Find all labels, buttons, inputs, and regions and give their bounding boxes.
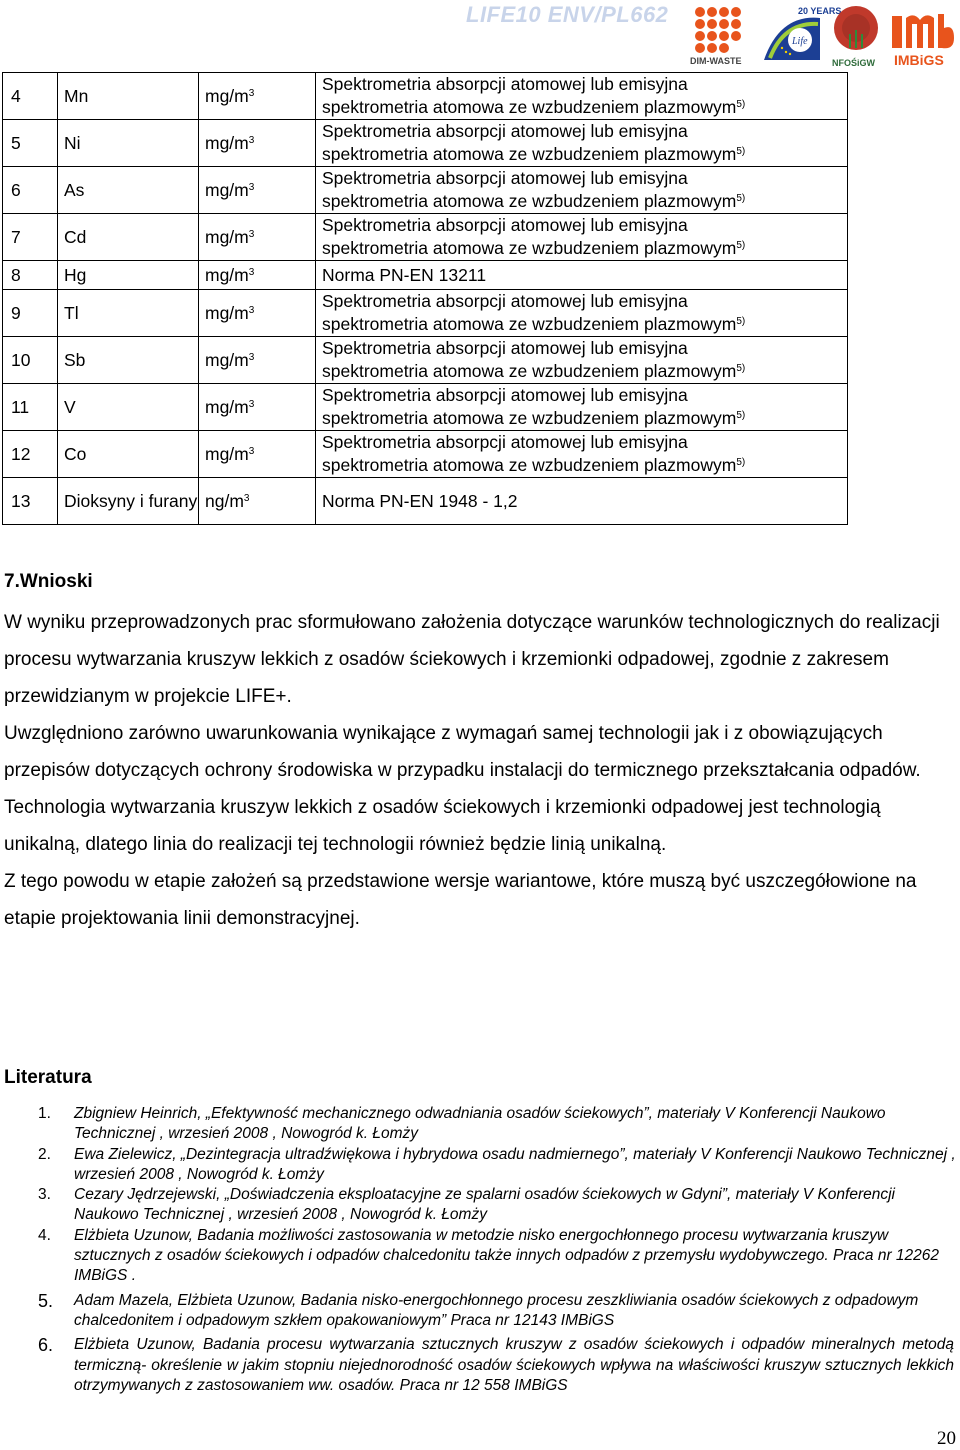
method: Spektrometria absorpcji atomowej lub emisyjna spektrometria atomowa ze wzbudzeniem plazmowym$^{5)}$ (316, 384, 848, 431)
unit: $ng/m^3$ (199, 478, 316, 525)
table-row (3, 120, 848, 167)
unit: $mg/m^3$ (199, 167, 316, 214)
table-row (3, 337, 848, 384)
row-number: 5 (3, 120, 58, 167)
dim-waste-logo (690, 4, 744, 60)
element-name: Ni (58, 120, 199, 167)
imbigs-logo (890, 10, 956, 52)
method: Spektrometria absorpcji atomowej lub emisyjna spektrometria atomowa ze wzbudzeniem plazmowym$^{5)}$ (316, 431, 848, 478)
literature-heading: Literatura (4, 1067, 92, 1088)
method: Spektrometria absorpcji atomowej lub emisyjna spektrometria atomowa ze wzbudzeniem plazmowym$^{5)}$ (316, 337, 848, 384)
reference-number: 2. (38, 1145, 51, 1163)
table-row (3, 431, 848, 478)
reference-text: Elżbieta Uzunow, Badania możliwości zastosowania w metodzie nisko energochłonnego procesu wytwarzania kruszyw sztucznych z osadów ściekowych i odpadów chalcedonitu także innych odpadów z przemysłu wydobywczego. Praca nr 12262 IMBiGS . (74, 1226, 940, 1285)
method: Spektrometria absorpcji atomowej lub emisyjna spektrometria atomowa ze wzbudzeniem plazmowym$^{5)}$ (316, 214, 848, 261)
reference-text: Elżbieta Uzunow, Badania procesu wytwarzania sztucznych kruszyw z osadów ściekowych i odpadów mineralnych metodą termiczną- określenie w jakim stopniu niejednorodność osadów ściekowych wpływa na właściwości kruszyw sztucznych lekkich otrzymywanych z zastosowaniem ww. osadów. Praca nr 12 558 IMBiGS (74, 1336, 954, 1394)
row-number: 8 (3, 261, 58, 290)
method: Spektrometria absorpcji atomowej lub emisyjna spektrometria atomowa ze wzbudzeniem plazmowym$^{5)}$ (316, 290, 848, 337)
unit: $mg/m^3$ (199, 431, 316, 478)
element-name: Co (58, 431, 199, 478)
conclusions-heading: 7.Wnioski (4, 571, 93, 592)
reference-item (0, 1335, 958, 1396)
unit: $mg/m^3$ (199, 384, 316, 431)
reference-text: Adam Mazela, Elżbieta Uzunow, Badania nisko-energochłonnego procesu zeszkliwiania osadów ściekowych z odpadowym chalcedonitem i odpadowym szkłem opakowaniowym” Praca nr 12143 IMBiGS (74, 1291, 919, 1329)
paragraph: Uwzględniono zarówno uwarunkowania wynikające z wymagań samej technologii jak i z obowiązujących przepisów dotyczących ochrony środowiska w przypadku instalacji do termicznego przekształcania odpadów. (4, 723, 921, 781)
method: Norma PN-EN 13211 (316, 261, 848, 290)
element-name: Tl (58, 290, 199, 337)
method: Spektrometria absorpcji atomowej lub emisyjna spektrometria atomowa ze wzbudzeniem plazmowym$^{5)}$ (316, 167, 848, 214)
row-number: 6 (3, 167, 58, 214)
row-number: 11 (3, 384, 58, 431)
svg-text:Life: Life (792, 36, 808, 47)
parameters-table (2, 72, 848, 525)
nfosigw-logo (832, 4, 880, 60)
element-name: Mn (58, 73, 199, 120)
reference-number: 5. (38, 1290, 54, 1311)
paragraph: Technologia wytwarzania kruszyw lekkich z osadów ściekowych i krzemionki odpadowej jest technologią unikalną, dlatego linia do realizacji tej technologii również będzie linią unikalną. (4, 797, 881, 855)
table-row (3, 478, 848, 525)
nfosigw-caption: NFOŚiGW (832, 58, 875, 68)
table-row (3, 73, 848, 120)
unit: $mg/m^3$ (199, 214, 316, 261)
method: Spektrometria absorpcji atomowej lub emisyjna spektrometria atomowa ze wzbudzeniem plazmowym$^{5)}$ (316, 73, 848, 120)
table-row (3, 384, 848, 431)
reference-item (0, 1185, 958, 1226)
reference-text: Ewa Zielewicz, „Dezintegracja ultradźwiękowa i hybrydowa osadu nadmiernego”, materiały V Konferencji Naukowo Technicznej , wrzesień 2008 , Nowogród k. Łomży (74, 1145, 956, 1183)
reference-number: 4. (38, 1226, 51, 1244)
life-eu-caption: 20 YEARS (798, 6, 842, 16)
element-name: Dioksyny i furany (58, 478, 199, 525)
element-name: Sb (58, 337, 199, 384)
unit: $mg/m^3$ (199, 290, 316, 337)
element-name: V (58, 384, 199, 431)
row-number: 10 (3, 337, 58, 384)
unit: $mg/m^3$ (199, 73, 316, 120)
reference-text: Zbigniew Heinrich, „Efektywność mechanicznego odwadniania osadów ściekowych”, materiały V Konferencji Naukowo Technicznej , wrzesień 2008 , Nowogród k. Łomży (74, 1105, 886, 1143)
dim-waste-caption: DIM-WASTE (690, 56, 742, 66)
unit: $mg/m^3$ (199, 337, 316, 384)
element-name: Hg (58, 261, 199, 290)
row-number: 4 (3, 73, 58, 120)
reference-number: 1. (38, 1105, 51, 1122)
method: Norma PN-EN 1948 - 1,2 (316, 478, 848, 525)
method: Spektrometria absorpcji atomowej lub emisyjna spektrometria atomowa ze wzbudzeniem plazmowym$^{5)}$ (316, 120, 848, 167)
table-row (3, 167, 848, 214)
row-number: 12 (3, 431, 58, 478)
references-list (0, 1104, 958, 1396)
page-number: 20 (937, 1428, 956, 1449)
reference-number: 3. (38, 1186, 51, 1204)
conclusions-body (4, 604, 954, 937)
project-code: LIFE10 ENV/PL662 (466, 2, 669, 27)
unit: $mg/m^3$ (199, 120, 316, 167)
row-number: 13 (3, 478, 58, 525)
life-eu-logo (760, 8, 826, 66)
unit: $mg/m^3$ (199, 261, 316, 290)
paragraph: Z tego powodu w etapie założeń są przedstawione wersje wariantowe, które muszą być uszczegółowione na etapie projektowania linii demonstracyjnej. (4, 871, 917, 929)
reference-item (0, 1226, 958, 1287)
element-name: As (58, 167, 199, 214)
row-number: 9 (3, 290, 58, 337)
reference-text: Cezary Jędrzejewski, „Doświadczenia eksploatacyjne ze spalarni osadów ściekowych w Gdyni”, materiały V Konferencji Naukowo Technicznej , wrzesień 2008 , Nowogród k. Łomży (74, 1186, 895, 1224)
logo-strip (690, 2, 958, 70)
table-row (3, 214, 848, 261)
reference-number: 6. (38, 1335, 54, 1356)
row-number: 7 (3, 214, 58, 261)
table-row (3, 261, 848, 290)
reference-item (0, 1145, 958, 1186)
reference-item (0, 1104, 958, 1145)
paragraph: W wyniku przeprowadzonych prac sformułowano założenia dotyczące warunków technologicznych do realizacji procesu wytwarzania kruszyw lekkich z osadów ściekowych i krzemionki odpadowej, zgodnie z zakresem przewidzianym w projekcie LIFE+. (4, 612, 940, 707)
imbigs-caption: IMBiGS (894, 52, 944, 68)
reference-item (0, 1291, 958, 1332)
table-row (3, 290, 848, 337)
element-name: Cd (58, 214, 199, 261)
